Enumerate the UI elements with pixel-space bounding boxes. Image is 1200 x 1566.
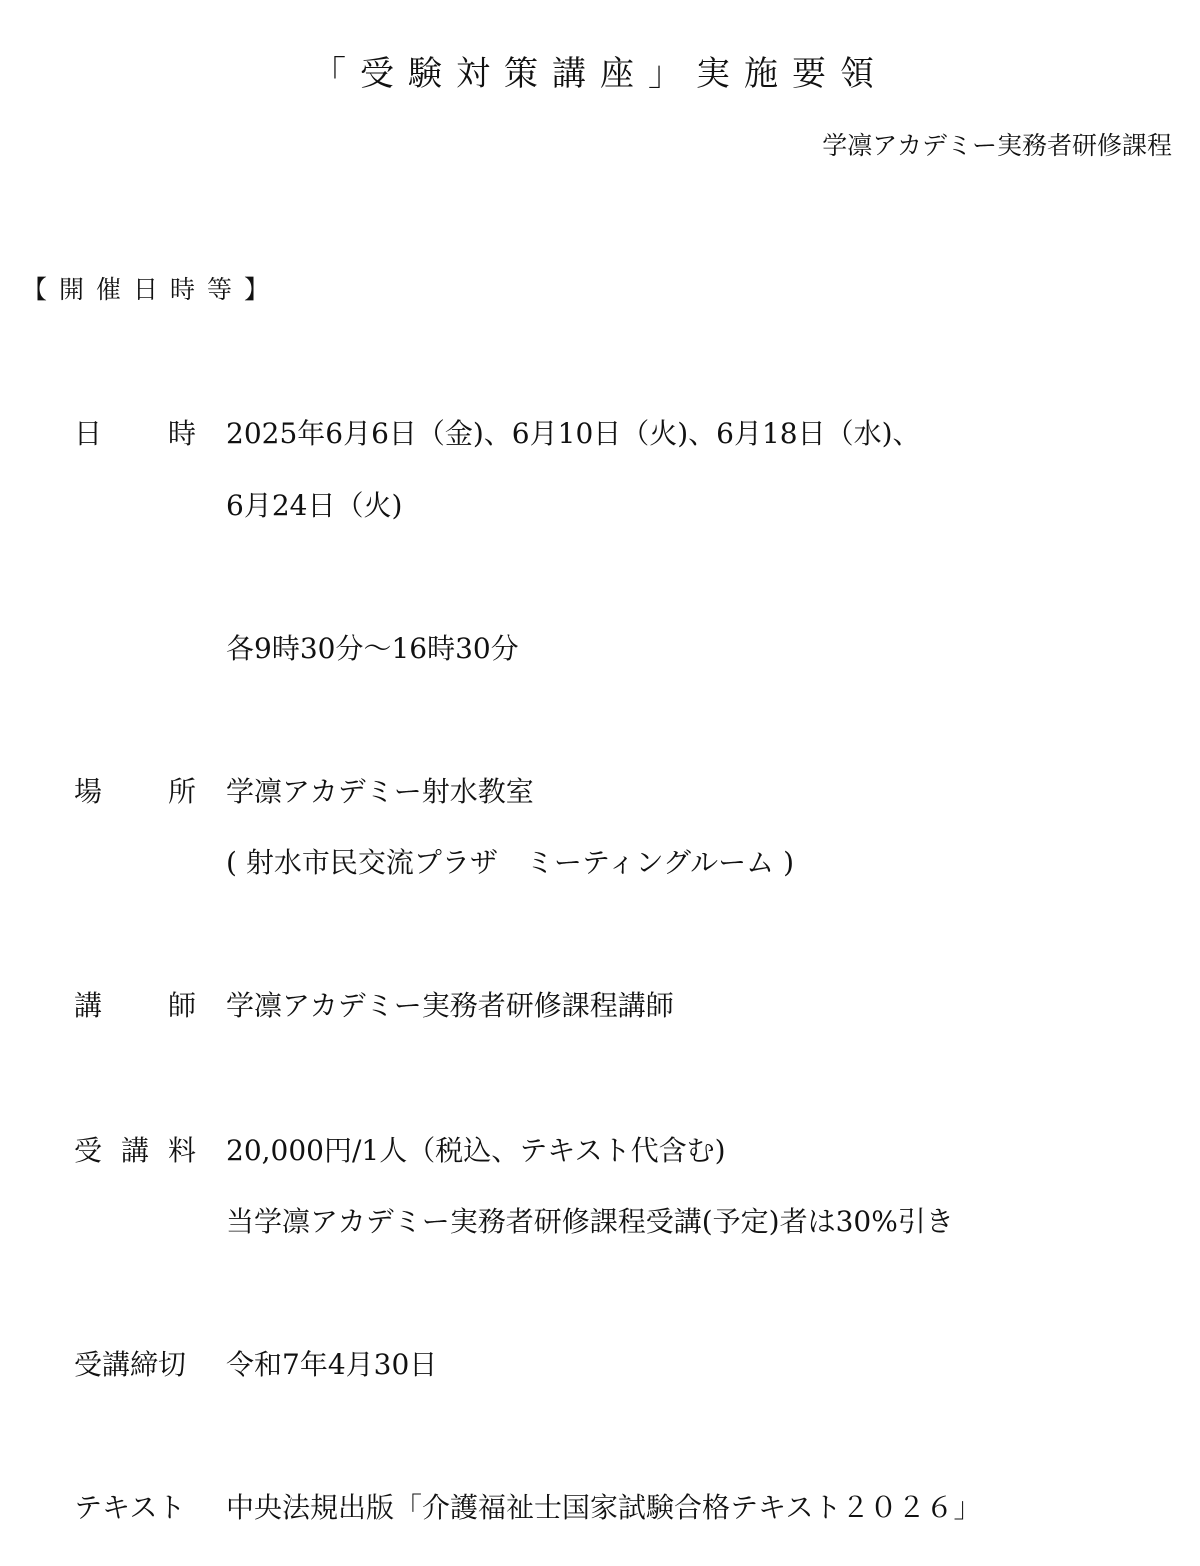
venue-name: 学凛アカデミー射水教室	[226, 775, 534, 808]
fee-label-char: 受	[74, 1134, 103, 1167]
organization-name: 学凛アカデミー実務者研修課程	[822, 131, 1172, 160]
textbook-title: 中央法規出版「介護福祉士国家試験合格テキスト２０２６」	[226, 1491, 982, 1524]
fee-label	[74, 1131, 196, 1171]
schedule-dates-line2: 6月24日（火)	[226, 489, 403, 522]
venue-detail: ( 射水市民交流プラザ ミーティングルーム )	[226, 846, 795, 879]
schedule-label-char: 時	[167, 417, 196, 450]
fee-discount: 当学凛アカデミー実務者研修課程受講(予定)者は30%引き	[226, 1205, 954, 1238]
page-title: 「受験対策講座」実施要領	[312, 54, 888, 94]
schedule-dates-line1: 2025年6月6日（金)、6月10日（火)、6月18日（水)、	[226, 417, 921, 450]
section-heading: 【開催日時等】	[22, 275, 282, 304]
venue-label-char: 場	[74, 775, 103, 808]
instructor-label-char: 講	[74, 989, 103, 1022]
deadline-label: 受講締切	[74, 1348, 187, 1381]
fee-label-char: 料	[167, 1134, 196, 1167]
schedule-label	[74, 414, 196, 454]
venue-label	[74, 772, 196, 812]
textbook-label: テキスト	[74, 1491, 186, 1524]
instructor-name: 学凛アカデミー実務者研修課程講師	[226, 989, 674, 1022]
schedule-label-char: 日	[74, 417, 103, 450]
fee-label-char: 講	[120, 1134, 149, 1167]
fee-amount: 20,000円/1人（税込、テキスト代含む)	[226, 1134, 726, 1167]
instructor-label-char: 師	[167, 989, 196, 1022]
instructor-label	[74, 986, 196, 1026]
venue-label-char: 所	[167, 775, 196, 808]
deadline-date: 令和7年4月30日	[226, 1348, 438, 1381]
schedule-time: 各9時30分～16時30分	[226, 632, 519, 665]
